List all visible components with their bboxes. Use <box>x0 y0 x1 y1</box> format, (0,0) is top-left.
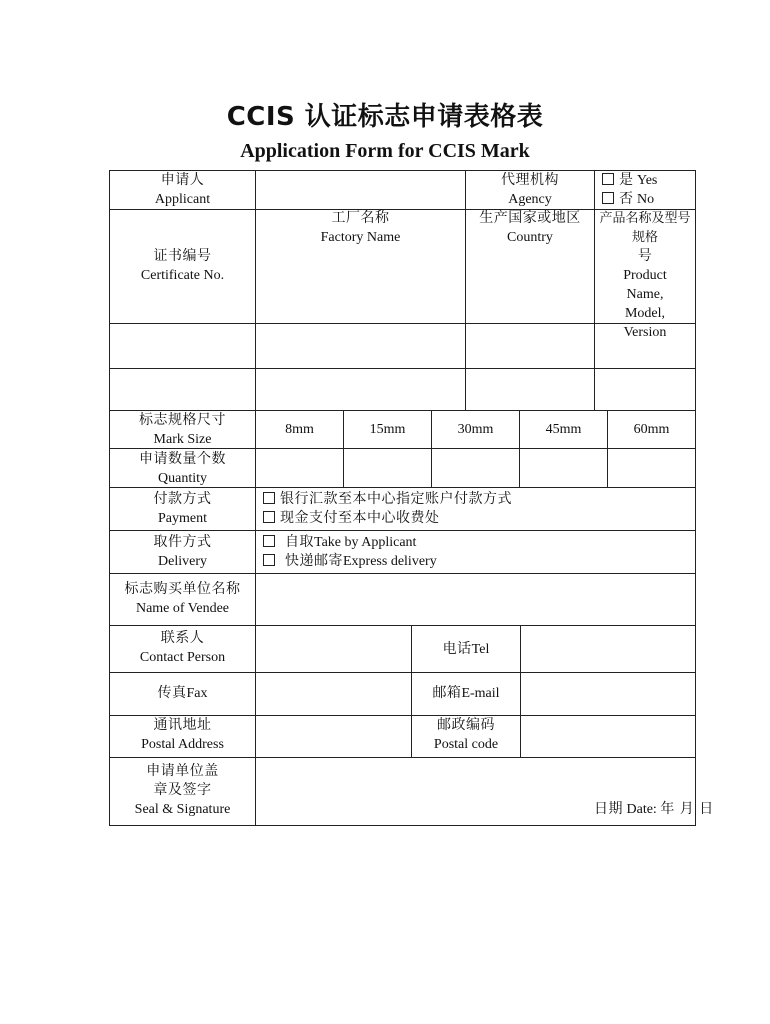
table-border <box>695 170 696 826</box>
address-label-cn: 通讯地址 <box>153 717 212 733</box>
postal-code-field[interactable] <box>522 717 694 756</box>
payment-option-1-checkbox[interactable] <box>263 492 275 504</box>
product-label-en-2: Name, <box>626 287 664 302</box>
product-input-2[interactable] <box>596 370 694 409</box>
factory-label-en: Factory Name <box>320 230 401 245</box>
product-label-cn-2: 号 <box>637 248 653 264</box>
row-divider <box>109 368 696 369</box>
certificate-label-en: Certificate No. <box>140 268 225 283</box>
delivery-label-cn: 取件方式 <box>153 534 212 550</box>
fax-label-cn: 传真 <box>157 685 187 701</box>
contact-label-en: Contact Person <box>139 650 226 665</box>
agency-label-en: Agency <box>508 192 552 207</box>
mark-size-label <box>110 411 255 449</box>
country-label-cn: 生产国家或地区 <box>479 210 581 226</box>
delivery-option-2-en: Express delivery <box>343 554 437 569</box>
size-30mm: 30mm <box>457 422 494 437</box>
postal-code-label-cn: 邮政编码 <box>437 717 495 733</box>
vendee-field[interactable] <box>257 575 694 624</box>
agency-no-label: No <box>637 192 655 207</box>
certificate-label <box>110 247 255 285</box>
factory-input-2[interactable] <box>257 370 464 409</box>
applicant-label-en: Applicant <box>154 192 211 207</box>
date-units: 年 月 日 <box>660 801 714 817</box>
product-label-en-1: Product <box>623 268 667 283</box>
product-label <box>595 209 695 342</box>
contact-label <box>110 629 255 667</box>
agency-yes-cn: 是 <box>619 172 634 188</box>
date-label-en: Date: <box>626 802 657 817</box>
country-label <box>466 209 594 247</box>
agency-no-option[interactable] <box>602 190 654 209</box>
factory-label-cn: 工厂名称 <box>331 210 390 226</box>
seal-label-cn-1: 申请单位盖 <box>146 763 219 779</box>
email-field[interactable] <box>522 674 694 714</box>
agency-yes-option[interactable] <box>602 171 657 190</box>
payment-option-2-label: 现金支付至本中心收费处 <box>280 510 440 526</box>
delivery-option-2[interactable] <box>263 552 437 571</box>
row-divider <box>109 757 696 758</box>
agency-no-checkbox[interactable] <box>602 192 614 204</box>
row-divider <box>109 672 696 673</box>
country-input-1[interactable] <box>467 325 593 367</box>
applicant-label-cn: 申请人 <box>160 172 205 188</box>
seal-label-en: Seal & Signature <box>134 802 231 817</box>
delivery-label <box>110 533 255 571</box>
size-8mm: 8mm <box>285 422 314 437</box>
tel-label <box>412 640 520 659</box>
payment-option-2[interactable] <box>263 509 440 528</box>
quantity-input-60mm[interactable] <box>609 450 694 486</box>
quantity-label-en: Quantity <box>158 471 207 486</box>
date-label-cn: 日期 <box>594 801 623 817</box>
tel-label-en: Tel <box>471 642 490 657</box>
agency-label-cn: 代理机构 <box>501 172 559 188</box>
fax-field[interactable] <box>257 674 410 714</box>
email-label <box>412 684 520 703</box>
quantity-label <box>110 450 255 488</box>
address-field[interactable] <box>257 717 410 756</box>
delivery-option-1[interactable] <box>263 533 416 552</box>
seal-label <box>110 762 255 819</box>
payment-label-en: Payment <box>158 511 207 526</box>
payment-option-1[interactable] <box>263 490 512 509</box>
mark-size-label-cn: 标志规格尺寸 <box>139 412 226 428</box>
payment-label <box>110 490 255 528</box>
size-60mm: 60mm <box>633 422 670 437</box>
date-field <box>594 800 714 819</box>
postal-code-label-en: Postal code <box>433 737 499 752</box>
address-label <box>110 716 255 754</box>
form-title-english: Application Form for CCIS Mark <box>240 140 530 162</box>
product-label-en-3: Model, <box>624 306 666 321</box>
certificate-input-2[interactable] <box>111 370 254 409</box>
applicant-label <box>110 171 255 209</box>
delivery-option-2-checkbox[interactable] <box>263 554 275 566</box>
delivery-option-1-checkbox[interactable] <box>263 535 275 547</box>
product-label-en-4: Version <box>623 325 667 340</box>
contact-field[interactable] <box>257 627 410 671</box>
agency-no-cn: 否 <box>619 191 634 207</box>
factory-label <box>256 209 465 247</box>
quantity-input-45mm[interactable] <box>521 450 606 486</box>
product-input-1[interactable] <box>596 325 694 367</box>
vendee-label <box>110 580 255 618</box>
fax-label <box>110 684 255 703</box>
vendee-label-en: Name of Vendee <box>135 601 230 616</box>
factory-input-1[interactable] <box>257 325 464 367</box>
delivery-label-en: Delivery <box>158 554 207 569</box>
row-divider <box>109 530 696 531</box>
row-divider <box>109 573 696 574</box>
mark-size-label-en: Mark Size <box>153 432 212 447</box>
country-input-2[interactable] <box>467 370 593 409</box>
tel-label-cn: 电话 <box>442 641 472 657</box>
tel-field[interactable] <box>522 627 694 671</box>
vendee-label-cn: 标志购买单位名称 <box>124 581 241 597</box>
email-label-cn: 邮箱 <box>432 685 462 701</box>
seal-label-cn-2: 章及签字 <box>153 782 212 798</box>
agency-label <box>466 171 594 209</box>
quantity-input-8mm[interactable] <box>257 450 342 486</box>
quantity-label-cn: 申请数量个数 <box>139 451 226 467</box>
payment-option-2-checkbox[interactable] <box>263 511 275 523</box>
agency-yes-checkbox[interactable] <box>602 173 614 185</box>
size-45mm: 45mm <box>545 422 582 437</box>
col-divider <box>520 625 521 757</box>
certificate-input-1[interactable] <box>111 325 254 367</box>
row-divider <box>109 625 696 626</box>
address-label-en: Postal Address <box>141 737 224 752</box>
quantity-input-30mm[interactable] <box>433 450 518 486</box>
agency-yes-label: Yes <box>637 173 658 188</box>
product-label-cn: 产品名称及型号规格 <box>599 211 691 245</box>
delivery-option-1-cn: 自取 <box>285 534 314 550</box>
delivery-option-1-en: Take by Applicant <box>314 535 417 550</box>
col-divider <box>255 170 256 826</box>
payment-option-1-label: 银行汇款至本中心指定账户付款方式 <box>280 491 512 507</box>
payment-label-cn: 付款方式 <box>153 491 212 507</box>
email-label-en: E-mail <box>461 686 500 701</box>
delivery-option-2-cn: 快递邮寄 <box>285 553 343 569</box>
country-label-en: Country <box>507 230 553 245</box>
fax-label-en: Fax <box>186 686 208 701</box>
table-border <box>109 825 696 826</box>
applicant-field[interactable] <box>257 172 464 208</box>
contact-label-cn: 联系人 <box>160 630 205 646</box>
size-15mm: 15mm <box>369 422 406 437</box>
certificate-label-cn: 证书编号 <box>153 248 212 264</box>
quantity-input-15mm[interactable] <box>345 450 430 486</box>
postal-code-label <box>412 716 520 754</box>
form-title-chinese: CCIS 认证标志申请表格表 <box>226 102 544 132</box>
